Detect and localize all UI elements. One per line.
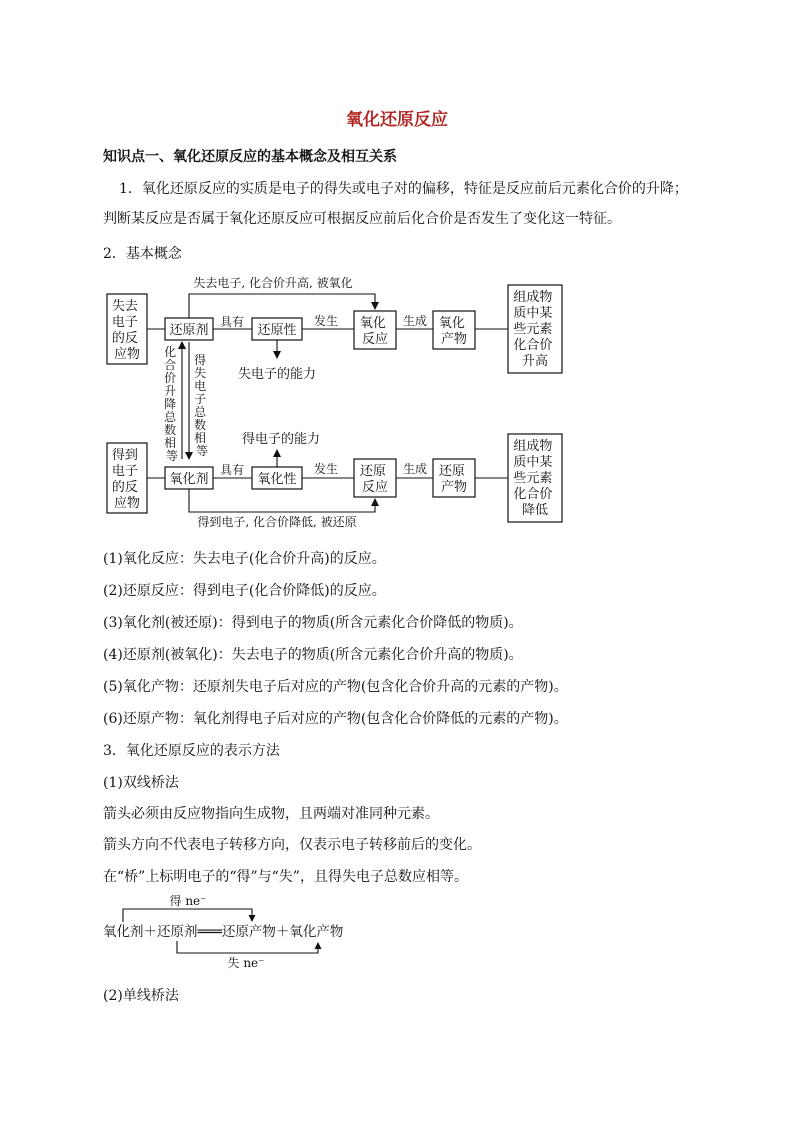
lose-electrons-label: 失 ne⁻ <box>227 956 265 970</box>
definition-item: (6)还原产物：氧化剂得电子后对应的产物(包含化合价降低的元素的产物)。 <box>103 711 568 727</box>
definition-item: (4)还原剂(被氧化)：失去电子的物质(所含元素化合价升高的物质)。 <box>103 647 523 663</box>
valence-rise-text: 组成物 质中某 些元素 化合价 升高 <box>513 290 553 369</box>
reducibility-label: 还原性 <box>257 323 297 338</box>
oxidation-reaction-label: 氧化 反应 <box>359 316 389 347</box>
double-bridge-heading: (1)双线桥法 <box>103 775 179 791</box>
has-label-bottom: 具有 <box>219 463 245 477</box>
oxidation-product-label: 氧化 产物 <box>438 316 468 347</box>
definition-item: (2)还原反应：得到电子(化合价降低)的反应。 <box>103 583 386 599</box>
double-bridge-diagram <box>0 892 794 972</box>
single-bridge-heading: (2)单线桥法 <box>103 988 179 1004</box>
occur-label-top: 发生 <box>313 314 339 328</box>
paragraph-essence: 1．氧化还原反应的实质是电子的得失或电子对的偏移，特征是反应前后元素化合价的升降；判断某反应是否属于氧化还原反应可根据反应前后化合价是否发生了变化这一特征。 <box>103 181 688 227</box>
produce-label-bottom: 生成 <box>402 462 428 476</box>
has-label-top: 具有 <box>219 315 245 329</box>
definition-item: (3)氧化剂(被还原)：得到电子的物质(所含元素化合价降低的物质)。 <box>103 615 523 631</box>
reduction-reaction-label: 还原 反应 <box>359 464 389 495</box>
produce-label-top: 生成 <box>402 314 428 328</box>
definition-item: (1)氧化反应：失去电子(化合价升高)的反应。 <box>103 551 386 567</box>
definition-item: (5)氧化产物：还原剂失电子后对应的产物(包含化合价升高的元素的产物)。 <box>103 679 568 695</box>
valence-change-equal-label: 化 合 价 升 降 总 数 相 等 <box>164 345 179 463</box>
valence-drop-text: 组成物 质中某 些元素 化合价 降低 <box>513 439 553 518</box>
occur-label-bottom: 发生 <box>313 462 339 476</box>
oxidant-label: 氧化剂 <box>169 472 209 487</box>
gain-electron-ability: 得电子的能力 <box>241 432 321 447</box>
double-bridge-note: 箭头必须由反应物指向生成物，且两端对准同种元素。 <box>103 806 439 822</box>
reduction-product-label: 还原 产物 <box>438 464 468 495</box>
lose-electron-ability: 失电子的能力 <box>237 367 317 382</box>
reductant-label: 还原剂 <box>169 323 209 338</box>
concept-diagram <box>0 268 794 538</box>
gain-electrons-label: 得 ne⁻ <box>169 894 207 908</box>
lose-electron-reactant-text: 失去 电子 的反 应物 <box>111 299 141 362</box>
gain-electron-reactant-text: 得到 电子 的反 应物 <box>111 448 141 511</box>
bottom-arc-label: 得到电子, 化合价降低, 被还原 <box>197 515 357 529</box>
reaction-equation: 氧化剂＋还原剂═══还原产物＋氧化产物 <box>103 924 344 940</box>
double-bridge-note: 在“桥”上标明电子的“得”与“失”，且得失电子总数应相等。 <box>103 869 468 885</box>
electron-transfer-equal-label: 得 失 电 子 总 数 相 等 <box>194 353 209 458</box>
oxidizability-label: 氧化性 <box>257 472 297 487</box>
basic-concepts-heading: 2．基本概念 <box>103 246 182 262</box>
section-heading: 知识点一、氧化还原反应的基本概念及相互关系 <box>103 149 397 165</box>
top-arc-label: 失去电子, 化合价升高, 被氧化 <box>193 276 353 290</box>
page-title: 氧化还原反应 <box>346 110 448 130</box>
double-bridge-note: 箭头方向不代表电子转移方向，仅表示电子转移前后的变化。 <box>103 837 481 853</box>
representation-heading: 3．氧化还原反应的表示方法 <box>103 743 280 759</box>
